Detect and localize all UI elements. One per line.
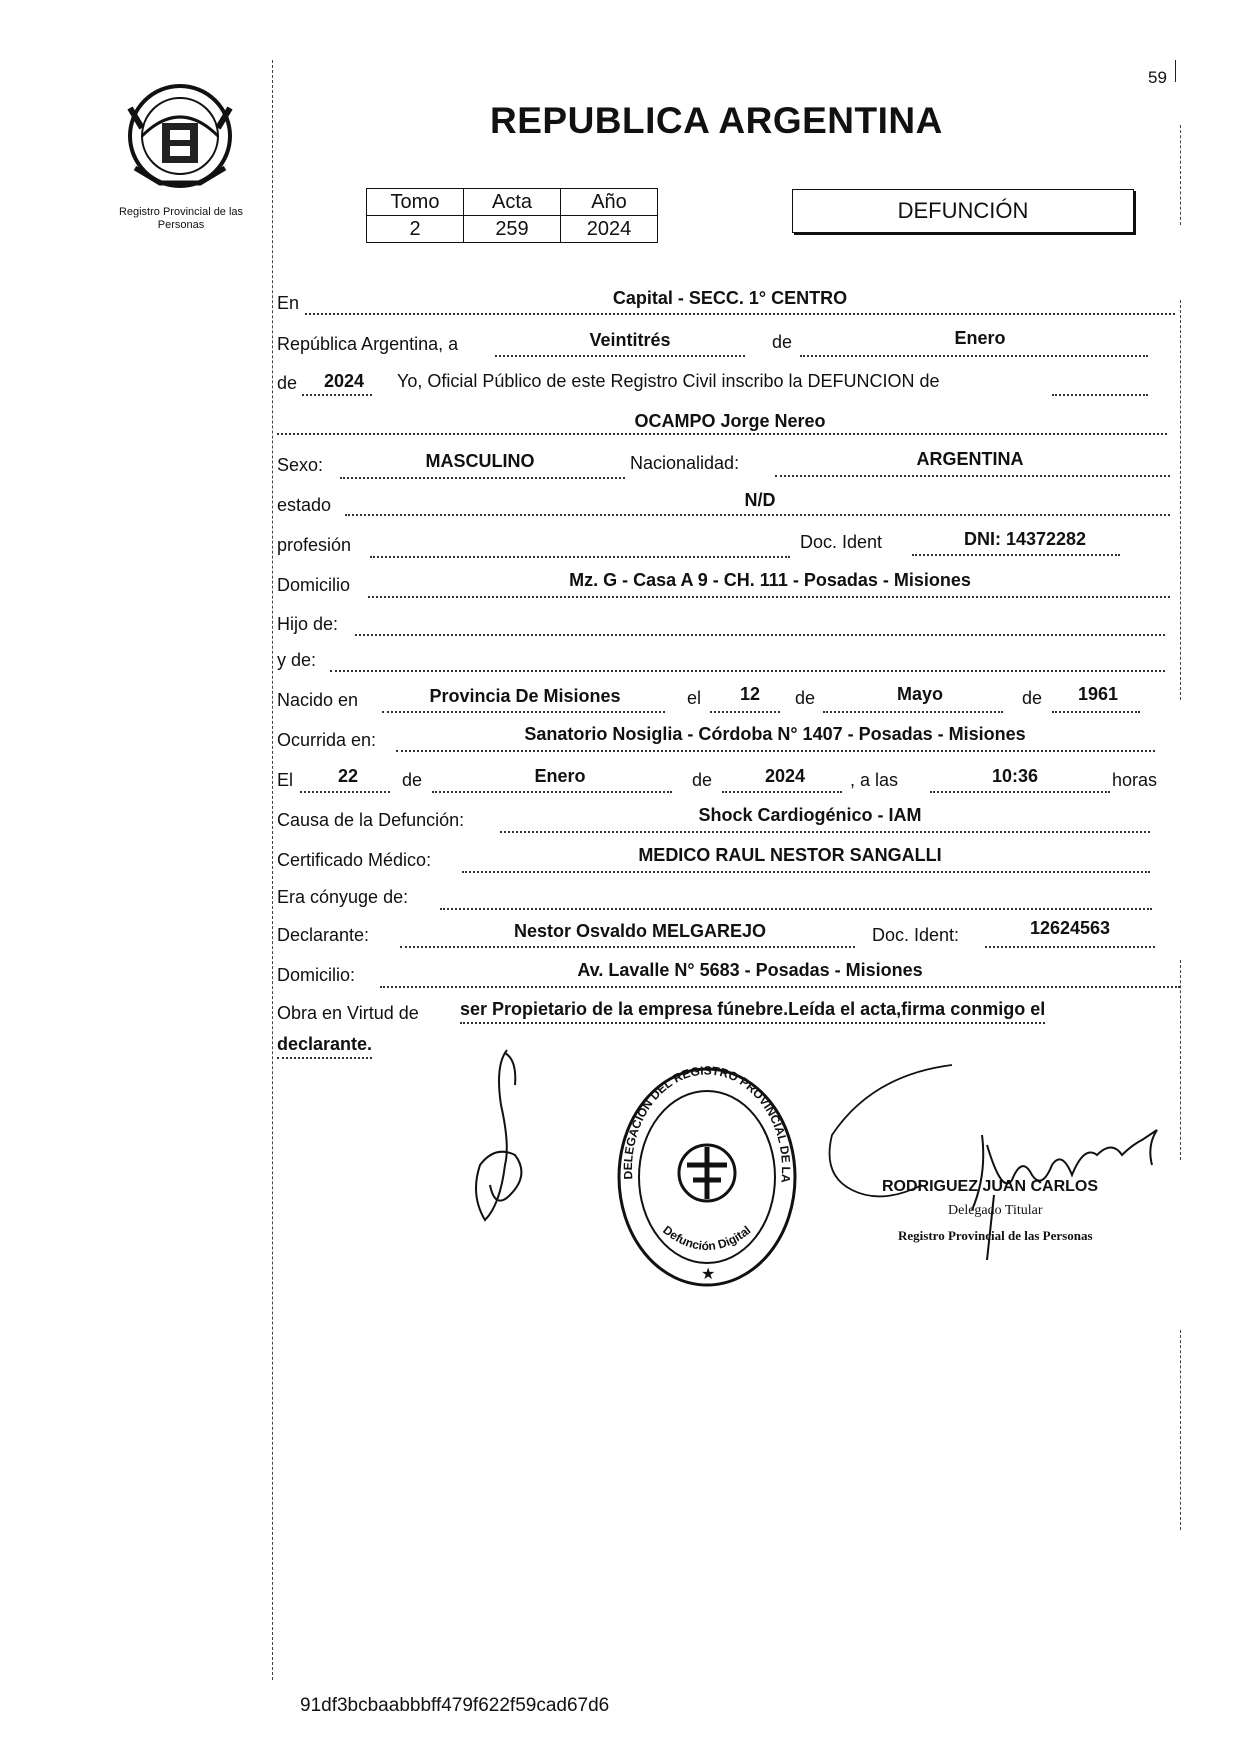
doc-ident-value: DNI: 14372282 [963,529,1087,549]
dotted-line [930,791,1110,793]
dotted-line [300,791,390,793]
dotted-line [500,831,1150,833]
dotted-line [823,711,1003,713]
estado-value: N/D [744,490,776,510]
horas-label: horas [1112,770,1158,790]
dotted-line [277,433,1167,435]
en-value: Capital - SECC. 1° CENTRO [612,288,848,308]
obra-label: Obra en Virtud de [277,1003,419,1023]
certificado-label: Certificado Médico: [277,850,432,870]
republica-label: República Argentina, a [277,334,459,354]
country-title: REPUBLICA ARGENTINA [490,100,943,141]
profesion-label: profesión [277,535,352,555]
dotted-line [1052,394,1148,396]
obra-value: ser Propietario de la empresa fúnebre.Leída el acta,firma conmigo el [460,999,1045,1024]
yde-label: y de: [277,650,317,670]
birth-year: 1961 [1077,684,1119,704]
nacido-label: Nacido en [277,690,359,710]
table-cell: 259 [464,216,561,243]
declarante-value: Nestor Osvaldo MELGAREJO [513,921,767,941]
dotted-line [396,750,1155,752]
de4-label: de [402,770,423,790]
birth-month: Mayo [896,684,943,704]
right-margin-line-a [1180,125,1181,225]
dotted-line [345,514,1170,516]
record-table [366,188,658,243]
dotted-line [440,908,1152,910]
doc-ident2-value: 12624563 [1029,918,1111,938]
dotted-line [355,634,1165,636]
ocurrida-label: Ocurrida en: [277,730,377,750]
signatory-org: Registro Provincial de las Personas [898,1228,1093,1243]
domicilio-label: Domicilio [277,575,351,595]
birth-day: 12 [739,684,761,704]
table-header: Tomo [367,189,464,216]
stamp-subtext: Defunción Digital [660,1222,754,1254]
conyuge-label: Era cónyuge de: [277,887,409,907]
year-label: de [277,373,298,393]
month-value: Enero [954,328,1006,348]
alas-label: , a las [850,770,899,790]
right-margin-mark [1175,60,1176,82]
declarante-label: Declarante: [277,925,370,945]
declarant-signature [455,1045,550,1245]
sexo-value: MASCULINO [425,451,535,471]
el2-label: El [277,770,294,790]
ocurrida-value: Sanatorio Nosiglia - Córdoba N° 1407 - Posadas - Misiones [524,724,1026,744]
year-value: 2024 [323,371,365,391]
de3-label: de [1022,688,1043,708]
svg-text:Defunción Digital [660,1223,753,1253]
domicilio-value: Mz. G - Casa A 9 - CH. 111 - Posadas - Misiones [569,570,971,590]
el-label: el [687,688,702,708]
official-text: Yo, Oficial Público de este Registro Civil inscribo la DEFUNCION de [397,371,940,391]
province-logo [120,78,240,196]
doc-ident2-label: Doc. Ident: [872,925,960,945]
dotted-line [985,946,1155,948]
dotted-line [302,394,372,396]
dotted-line [710,711,780,713]
causa-value: Shock Cardiogénico - IAM [698,805,922,825]
obra-value-cont: declarante. [277,1034,372,1059]
dotted-line [722,791,842,793]
nacionalidad-value: ARGENTINA [916,449,1024,469]
dotted-line [912,554,1120,556]
table-cell: 2 [367,216,464,243]
death-day: 22 [337,766,359,786]
dotted-line [305,313,1175,315]
official-stamp [615,1065,800,1290]
signatory-name: RODRIGUEZ JUAN CARLOS [882,1178,1099,1195]
dotted-line [432,791,672,793]
stamp-text: DELEGACION DEL REGISTRO PROVINCIAL DE LA [620,1065,794,1184]
dotted-line [775,475,1170,477]
causa-label: Causa de la Defunción: [277,810,465,830]
death-month: Enero [534,766,586,786]
de2-label: de [795,688,816,708]
dotted-line [370,556,790,558]
dotted-line [1052,711,1140,713]
doc-type-box: DEFUNCIÓN [792,189,1134,233]
page-number: 59 [1148,68,1167,87]
dotted-line [380,986,1180,988]
footer-hash: 91df3bcbaabbbff479f622f59cad67d6 [300,1695,610,1716]
right-margin-line-b [1180,300,1181,700]
death-year: 2024 [764,766,806,786]
doc-ident-label: Doc. Ident [800,532,883,552]
nacido-value: Provincia De Misiones [429,686,621,706]
sexo-label: Sexo: [277,455,324,475]
domicilio2-label: Domicilio: [277,965,356,985]
de5-label: de [692,770,713,790]
left-margin-line [272,60,273,1680]
de-label: de [772,332,793,352]
nacionalidad-label: Nacionalidad: [630,453,740,473]
dotted-line [330,670,1165,672]
dotted-line [368,596,1170,598]
table-header: Año [561,189,658,216]
certificado-value: MEDICO RAUL NESTOR SANGALLI [638,845,942,865]
estado-label: estado [277,495,332,515]
day-word: Veintitrés [589,330,671,350]
registry-name: Registro Provincial de las Personas [118,206,244,231]
right-margin-line-c [1180,960,1181,1160]
dotted-line [462,871,1150,873]
dotted-line [495,355,745,357]
dotted-line [400,946,855,948]
dotted-line [800,355,1148,357]
hijo-label: Hijo de: [277,614,339,634]
dotted-line [340,477,625,479]
domicilio2-value: Av. Lavalle N° 5683 - Posadas - Misiones [577,960,923,980]
dotted-line [382,711,665,713]
signatory-title: Delegado Titular [948,1203,1043,1218]
table-header: Acta [464,189,561,216]
deceased-name: OCAMPO Jorge Nereo [634,411,826,431]
svg-text:★: ★ [701,1266,716,1283]
right-margin-line-d [1180,1330,1181,1530]
table-cell: 2024 [561,216,658,243]
en-label: En [277,293,300,313]
death-time: 10:36 [991,766,1039,786]
